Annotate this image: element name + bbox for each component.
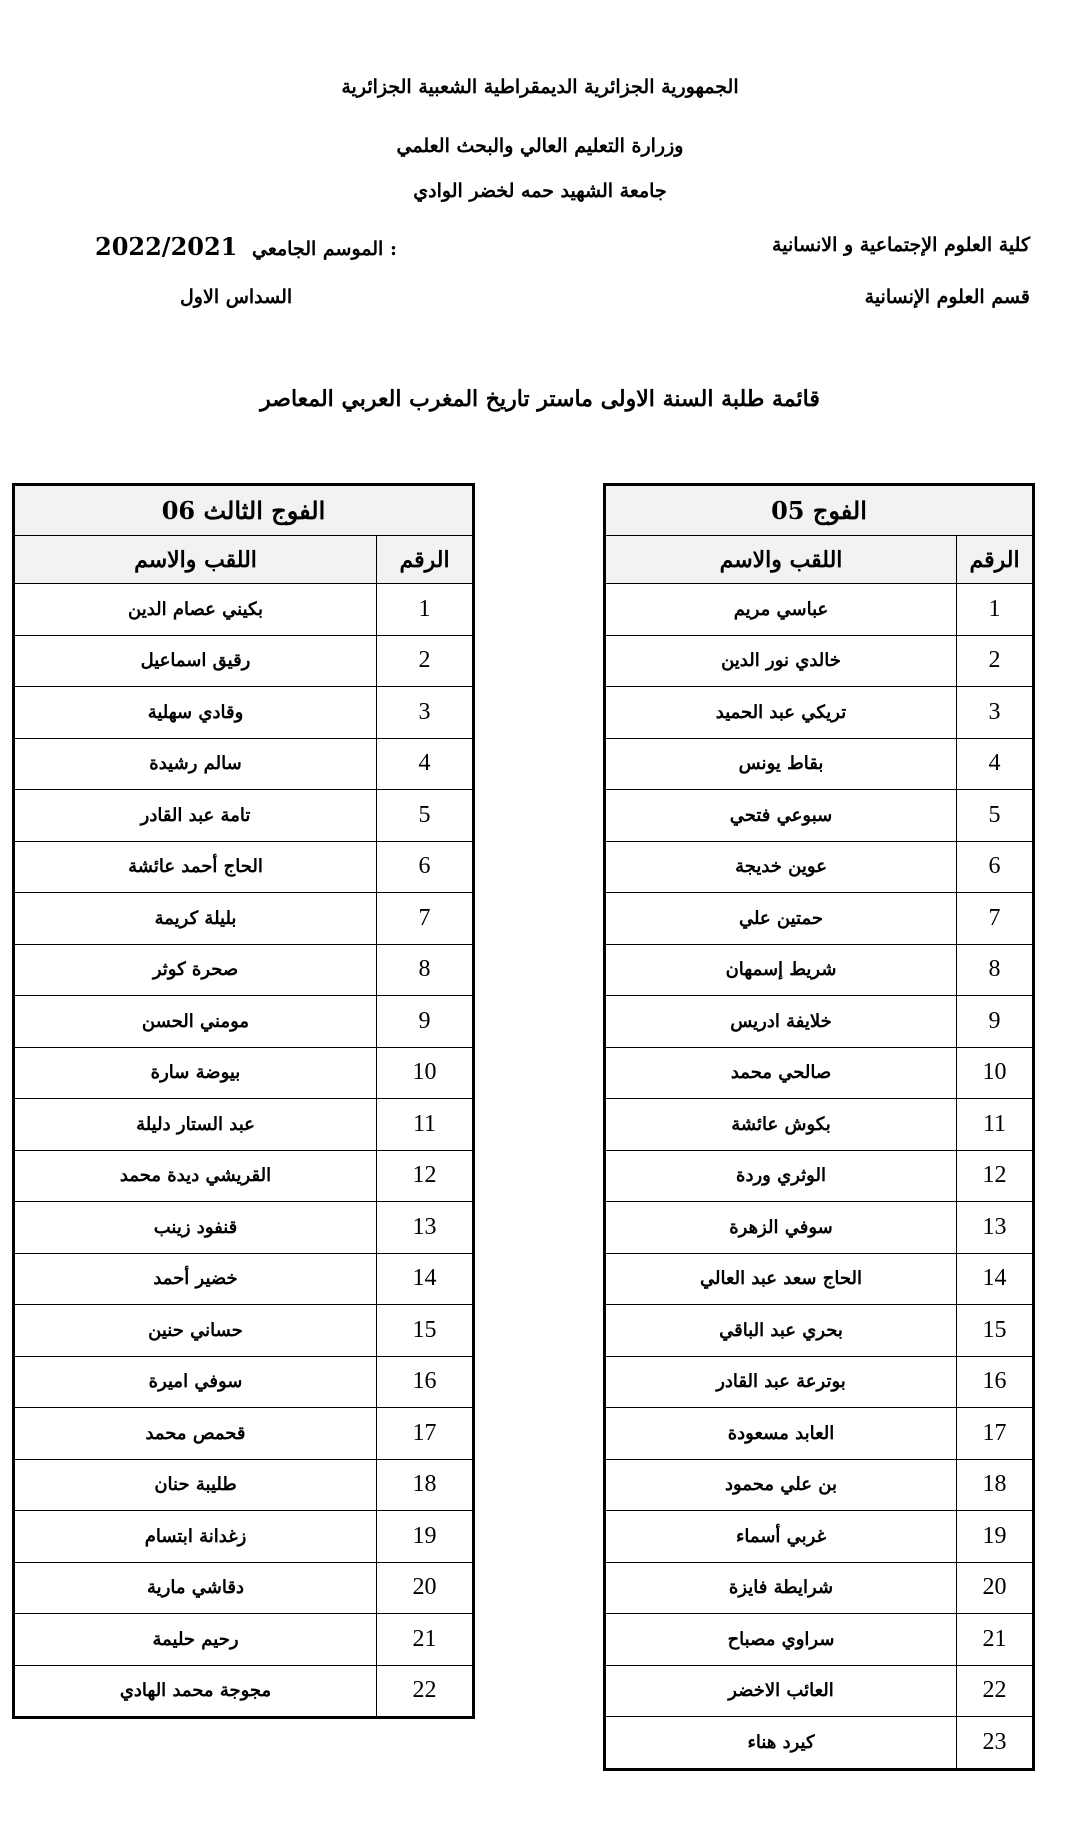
table-row xyxy=(14,1202,474,1254)
table-row xyxy=(14,1356,474,1408)
row-number: 19 xyxy=(957,1511,1034,1563)
student-name: طليبة حنان xyxy=(14,1459,377,1511)
academic-season xyxy=(95,232,397,261)
row-number: 11 xyxy=(957,1099,1034,1151)
table-row xyxy=(14,1408,474,1460)
student-name: بوترعة عبد القادر xyxy=(605,1356,957,1408)
table-row xyxy=(14,1047,474,1099)
table-row xyxy=(605,1459,1034,1511)
table-row xyxy=(605,1150,1034,1202)
row-number: 9 xyxy=(957,996,1034,1048)
table-row xyxy=(605,687,1034,739)
table-row xyxy=(14,944,474,996)
row-number: 2 xyxy=(377,635,474,687)
department-label: قسم العلوم الإنسانية xyxy=(864,286,1030,308)
season-label: الموسم الجامعي : xyxy=(251,238,397,260)
row-number: 22 xyxy=(377,1665,474,1718)
row-number: 3 xyxy=(957,687,1034,739)
student-name: صحرة كوثر xyxy=(14,944,377,996)
row-number: 2 xyxy=(957,635,1034,687)
row-number: 5 xyxy=(377,790,474,842)
student-name: الحاج أحمد عائشة xyxy=(14,841,377,893)
student-name: وقادي سهلية xyxy=(14,687,377,739)
row-number: 15 xyxy=(957,1305,1034,1357)
student-name: سراوي مصباح xyxy=(605,1614,957,1666)
row-number: 10 xyxy=(957,1047,1034,1099)
row-number: 10 xyxy=(377,1047,474,1099)
table-row xyxy=(605,1717,1034,1770)
student-name: قنفود زينب xyxy=(14,1202,377,1254)
student-name: خضير أحمد xyxy=(14,1253,377,1305)
table-row xyxy=(605,893,1034,945)
table-row xyxy=(14,996,474,1048)
table-row xyxy=(14,841,474,893)
student-name: دقاشي مارية xyxy=(14,1562,377,1614)
row-number: 21 xyxy=(957,1614,1034,1666)
student-name: العابد مسعودة xyxy=(605,1408,957,1460)
student-name: عوين خديجة xyxy=(605,841,957,893)
student-name: بكوش عائشة xyxy=(605,1099,957,1151)
table-row xyxy=(605,1511,1034,1563)
student-name: بن علي محمود xyxy=(605,1459,957,1511)
semester-label: السداس الاول xyxy=(180,286,293,308)
student-name: سوفي اميرة xyxy=(14,1356,377,1408)
table-row xyxy=(605,1305,1034,1357)
document-title: قائمة طلبة السنة الاولى ماستر تاريخ المغرب العربي المعاصر xyxy=(260,386,820,412)
row-number: 13 xyxy=(377,1202,474,1254)
name-column-header: اللقب والاسم xyxy=(14,536,377,584)
table-row xyxy=(605,1253,1034,1305)
group-title: الفوج 05 xyxy=(605,485,1034,536)
row-number: 20 xyxy=(377,1562,474,1614)
row-number: 14 xyxy=(377,1253,474,1305)
season-value: 2022/2021 xyxy=(95,232,238,261)
table-row xyxy=(605,738,1034,790)
row-number: 6 xyxy=(377,841,474,893)
table-row xyxy=(14,687,474,739)
student-name: كيرد هناء xyxy=(605,1717,957,1770)
row-number: 12 xyxy=(377,1150,474,1202)
table-row xyxy=(14,790,474,842)
row-number: 7 xyxy=(377,893,474,945)
student-name: زغدانة ابتسام xyxy=(14,1511,377,1563)
row-number: 1 xyxy=(377,584,474,636)
student-name: سالم رشيدة xyxy=(14,738,377,790)
row-number: 16 xyxy=(957,1356,1034,1408)
table-row xyxy=(14,1511,474,1563)
row-number: 21 xyxy=(377,1614,474,1666)
group-title: الفوج الثالث 06 xyxy=(14,485,474,536)
student-name: سوفي الزهرة xyxy=(605,1202,957,1254)
table-row xyxy=(605,1562,1034,1614)
table-row xyxy=(14,1562,474,1614)
ministry-heading: وزرارة التعليم العالي والبحث العلمي xyxy=(396,135,684,157)
table-row xyxy=(605,790,1034,842)
row-number: 11 xyxy=(377,1099,474,1151)
row-number: 8 xyxy=(957,944,1034,996)
row-number: 9 xyxy=(377,996,474,1048)
row-number: 14 xyxy=(957,1253,1034,1305)
student-name: العائب الاخضر xyxy=(605,1665,957,1717)
table-row xyxy=(605,1099,1034,1151)
student-name: الحاج سعد عبد العالي xyxy=(605,1253,957,1305)
row-number: 6 xyxy=(957,841,1034,893)
table-row xyxy=(14,1253,474,1305)
group-05-table xyxy=(603,483,1035,1771)
row-number: 5 xyxy=(957,790,1034,842)
row-number: 12 xyxy=(957,1150,1034,1202)
row-number: 15 xyxy=(377,1305,474,1357)
table-row xyxy=(14,1665,474,1718)
student-name: سبوعي فتحي xyxy=(605,790,957,842)
student-name: عباسي مريم xyxy=(605,584,957,636)
row-number: 8 xyxy=(377,944,474,996)
student-name: بحري عبد الباقي xyxy=(605,1305,957,1357)
student-name: بكيني عصام الدين xyxy=(14,584,377,636)
row-number: 4 xyxy=(377,738,474,790)
student-name: عبد الستار دليلة xyxy=(14,1099,377,1151)
table-row xyxy=(605,996,1034,1048)
row-number: 22 xyxy=(957,1665,1034,1717)
student-name: حساني حنين xyxy=(14,1305,377,1357)
table-row xyxy=(605,1408,1034,1460)
table-row xyxy=(605,635,1034,687)
student-name: رحيم حليمة xyxy=(14,1614,377,1666)
student-name: شريط إسمهان xyxy=(605,944,957,996)
republic-heading: الجمهورية الجزائرية الديمقراطية الشعبية الجزائرية xyxy=(341,76,739,98)
row-number: 3 xyxy=(377,687,474,739)
student-name: بقاط يونس xyxy=(605,738,957,790)
table-row xyxy=(605,841,1034,893)
table-row xyxy=(605,1047,1034,1099)
student-name: خلايفة ادريس xyxy=(605,996,957,1048)
table-row xyxy=(14,893,474,945)
row-number: 7 xyxy=(957,893,1034,945)
table-row xyxy=(605,1202,1034,1254)
table-row xyxy=(605,584,1034,636)
student-name: مومني الحسن xyxy=(14,996,377,1048)
group-06-table xyxy=(12,483,475,1719)
student-name: تامة عبد القادر xyxy=(14,790,377,842)
row-number: 1 xyxy=(957,584,1034,636)
table-row xyxy=(14,1099,474,1151)
student-name: مجوجة محمد الهادي xyxy=(14,1665,377,1718)
table-row xyxy=(605,944,1034,996)
row-number: 23 xyxy=(957,1717,1034,1770)
row-number: 13 xyxy=(957,1202,1034,1254)
row-number: 18 xyxy=(377,1459,474,1511)
student-name: شرايطة فايزة xyxy=(605,1562,957,1614)
number-column-header: الرقم xyxy=(957,536,1034,584)
table-row xyxy=(14,738,474,790)
row-number: 19 xyxy=(377,1511,474,1563)
student-name: غربي أسماء xyxy=(605,1511,957,1563)
row-number: 17 xyxy=(957,1408,1034,1460)
table-row xyxy=(14,584,474,636)
student-name: رقيق اسماعيل xyxy=(14,635,377,687)
name-column-header: اللقب والاسم xyxy=(605,536,957,584)
row-number: 4 xyxy=(957,738,1034,790)
row-number: 20 xyxy=(957,1562,1034,1614)
faculty-label: كلية العلوم الإجتماعية و الانسانية xyxy=(772,234,1030,256)
student-name: الوثري وردة xyxy=(605,1150,957,1202)
table-row xyxy=(14,1614,474,1666)
student-name: تريكي عبد الحميد xyxy=(605,687,957,739)
row-number: 17 xyxy=(377,1408,474,1460)
table-row xyxy=(605,1614,1034,1666)
table-row xyxy=(605,1356,1034,1408)
table-row xyxy=(14,1459,474,1511)
student-name: بيوضة سارة xyxy=(14,1047,377,1099)
student-name: خالدي نور الدين xyxy=(605,635,957,687)
table-row xyxy=(605,1665,1034,1717)
student-name: بليلة كريمة xyxy=(14,893,377,945)
student-name: القريشي ديدة محمد xyxy=(14,1150,377,1202)
row-number: 16 xyxy=(377,1356,474,1408)
student-name: صالحي محمد xyxy=(605,1047,957,1099)
row-number: 18 xyxy=(957,1459,1034,1511)
number-column-header: الرقم xyxy=(377,536,474,584)
university-heading: جامعة الشهيد حمه لخضر الوادي xyxy=(413,180,667,202)
student-name: قحمص محمد xyxy=(14,1408,377,1460)
table-row xyxy=(14,635,474,687)
student-name: حمتين علي xyxy=(605,893,957,945)
table-row xyxy=(14,1305,474,1357)
table-row xyxy=(14,1150,474,1202)
